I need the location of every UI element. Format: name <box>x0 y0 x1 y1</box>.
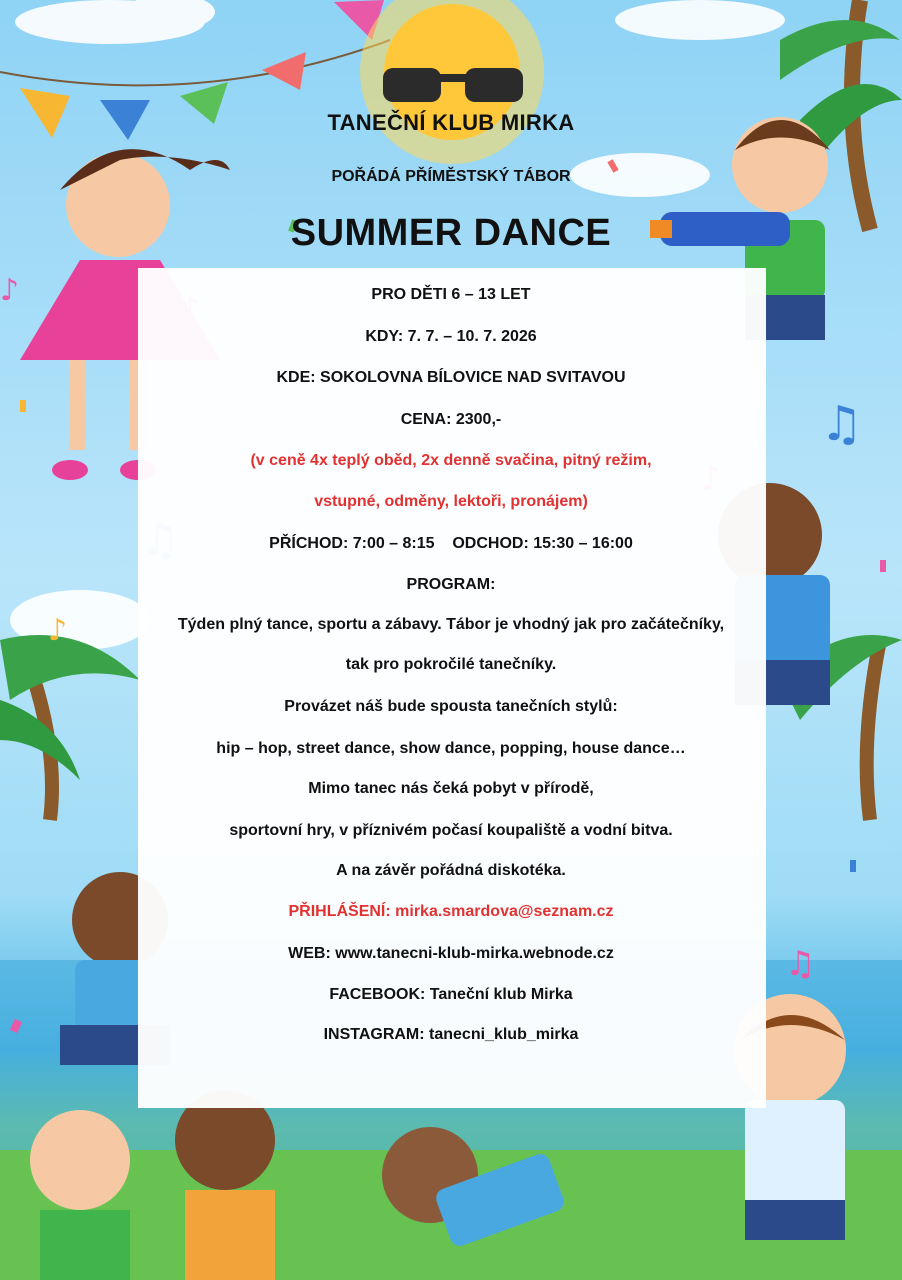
program-line: Týden plný tance, sportu a zábavy. Tábor je vhodný jak pro začátečníky, <box>177 616 725 633</box>
event-title: SUMMER DANCE <box>290 212 612 254</box>
ages-line: PRO DĚTI 6 – 13 LET <box>371 286 531 303</box>
price-includes-line-1: (v ceně 4x teplý oběd, 2x denně svačina, pitný režim, <box>250 452 652 469</box>
program-line: sportovní hry, v příznivém počasí koupaliště a vodní bitva. <box>229 822 673 839</box>
program-heading: PROGRAM: <box>406 576 496 593</box>
program-line: A na závěr pořádná diskotéka. <box>336 862 566 879</box>
svg-text:♫: ♫ <box>820 396 864 452</box>
instagram-line: INSTAGRAM: tanecni_klub_mirka <box>323 1026 579 1043</box>
price-includes-line-2: vstupné, odměny, lektoři, pronájem) <box>314 493 588 510</box>
price-line: CENA: 2300,- <box>400 411 502 428</box>
svg-text:♫: ♫ <box>785 944 816 984</box>
club-name: TANEČNÍ KLUB MIRKA <box>327 110 575 135</box>
organizes-line: POŘÁDÁ PŘÍMĚSTSKÝ TÁBOR <box>331 168 571 185</box>
program-line: Mimo tanec nás čeká pobyt v přírodě, <box>308 780 594 797</box>
facebook-line: FACEBOOK: Taneční klub Mirka <box>329 986 573 1003</box>
svg-text:♪: ♪ <box>48 613 68 648</box>
date-line: KDY: 7. 7. – 10. 7. 2026 <box>365 328 537 345</box>
program-line: tak pro pokročilé tanečníky. <box>345 656 557 673</box>
arrival-departure-line: PŘÍCHOD: 7:00 – 8:15 ODCHOD: 15:30 – 16:00 <box>269 535 633 552</box>
location-line: KDE: SOKOLOVNA BÍLOVICE NAD SVITAVOU <box>276 369 626 386</box>
website-line: WEB: www.tanecni-klub-mirka.webnode.cz <box>288 945 614 962</box>
program-line: Provázet náš bude spousta tanečních stylů: <box>284 698 618 715</box>
svg-text:♪: ♪ <box>0 273 20 308</box>
signup-line: PŘIHLÁŠENÍ: mirka.smardova@seznam.cz <box>288 903 614 920</box>
program-line: hip – hop, street dance, show dance, popping, house dance… <box>216 740 686 757</box>
